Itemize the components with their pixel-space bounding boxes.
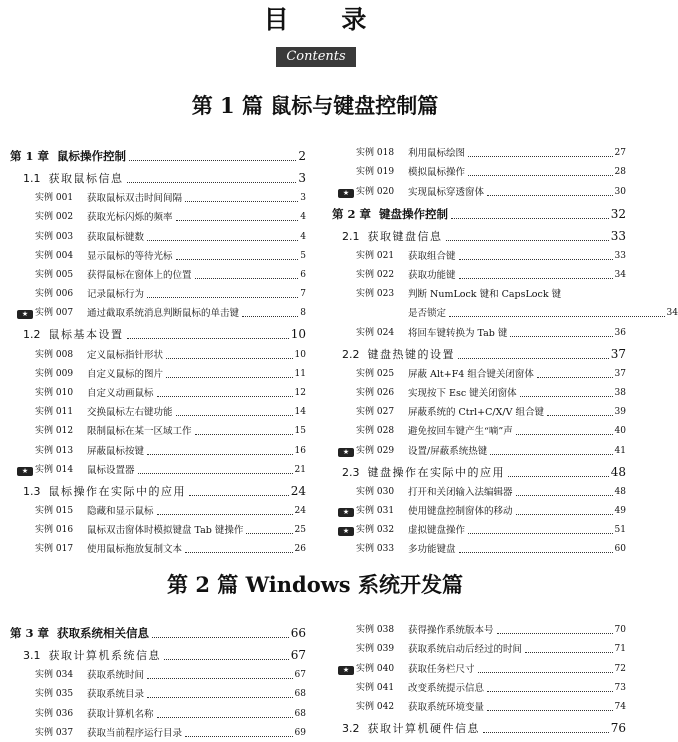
toc-page-number: 4 [300,231,306,242]
dot-leader [152,637,289,638]
toc-label: 实例 028 [356,426,395,437]
toc-title: 获取系统环境变量 [408,701,485,713]
toc-title: 模拟鼠标操作 [408,167,466,179]
toc-item [35,543,306,556]
toc-page-number: 39 [614,407,626,418]
toc-section [23,483,306,499]
toc-label: 实例 037 [35,727,74,738]
toc-title: 获取系统启动后经过的时间 [408,644,523,656]
toc-title: 实现按下 Esc 键关闭窗体 [408,387,517,399]
toc-title: 获取当前程序运行目录 [87,727,183,739]
toc-title: 是否锁定 [408,308,447,320]
toc-label: 实例 002 [35,212,74,223]
toc-page-number: 5 [300,250,306,261]
toc-section [342,464,626,480]
toc-title: 限制鼠标在某一区域工作 [87,426,192,438]
contents-badge: Contents [276,47,356,67]
toc-page-number: 51 [614,525,626,536]
toc-item [35,505,306,518]
star-badge-icon: ★ [338,508,354,517]
dot-leader [166,377,293,378]
dot-leader [487,195,613,196]
dot-leader [497,633,613,634]
toc-page-number: 37 [610,346,626,361]
toc-title: 虚拟键盘操作 [408,525,466,537]
toc-label: 实例 026 [356,387,395,398]
toc-title: 利用鼠标绘图 [408,148,466,160]
toc-title: 获取键盘信息 [367,229,443,243]
toc-page-number: 70 [614,625,626,636]
toc-page-number: 41 [614,445,626,456]
dot-leader [537,377,613,378]
toc-item [35,707,306,720]
dot-leader [468,156,613,157]
toc-item [21,464,306,477]
dot-leader [483,732,609,733]
toc-label: 实例 021 [356,250,395,261]
dot-leader [147,454,293,455]
toc-chapter [10,147,306,164]
star-badge-icon: ★ [338,189,354,198]
toc-label: 实例 016 [35,525,74,536]
dot-leader [185,552,293,553]
toc-item [356,406,626,419]
toc-title: 使用键盘控制窗体的移动 [408,505,513,517]
dot-leader [138,473,293,474]
part2-left-column [10,624,306,742]
toc-title: 记录鼠标行为 [87,289,145,301]
toc-label: 3.2 [342,722,360,735]
toc-page-number: 25 [294,525,306,536]
toc-item [342,505,626,518]
toc-item [356,682,626,695]
toc-item [342,662,626,675]
star-badge-icon: ★ [17,310,33,319]
toc-label: 实例 005 [35,269,74,280]
toc-page-number: 66 [290,626,306,640]
toc-section [342,720,626,736]
toc-section [23,647,306,663]
toc-title: 获取鼠标键数 [87,231,145,243]
toc-title: 获取计算机名称 [87,708,154,720]
toc-title: 屏蔽 Alt+F4 组合键关闭窗体 [408,368,534,380]
toc-title: 获取系统目录 [87,689,145,701]
toc-page-number: 27 [614,148,626,159]
toc-page-number: 33 [614,250,626,261]
toc-label: 2.1 [342,229,360,243]
toc-page-number: 30 [614,186,626,197]
toc-page-number: 15 [294,426,306,437]
toc-label: 实例 034 [35,670,74,681]
toc-page-number: 34 [614,269,626,280]
toc-title: 交换鼠标左右键功能 [87,407,173,419]
toc-page-number: 8 [300,308,306,319]
toc-title: 键盘操作控制 [379,206,449,221]
toc-title: 定义鼠标指针形状 [87,349,164,361]
toc-page-number: 26 [294,544,306,555]
toc-item [356,326,626,339]
toc-item [35,406,306,419]
dot-leader [127,182,297,183]
toc-page-number: 67 [290,648,306,662]
toc-item [356,387,626,400]
toc-label: 实例 014 [35,464,74,475]
toc-label: 实例 004 [35,250,74,261]
dot-leader [468,533,613,534]
toc-label: 实例 022 [356,269,395,280]
toc-page-number: 2 [298,149,306,163]
toc-item [356,368,626,381]
toc-page-number: 12 [294,387,306,398]
toc-item [35,250,306,263]
toc-item [356,250,626,263]
dot-leader [459,552,613,553]
toc-item [35,269,306,282]
dot-leader [516,495,613,496]
toc-page-number: 60 [614,544,626,555]
star-badge-icon: ★ [338,527,354,536]
dot-leader [525,652,613,653]
toc-title: 获取计算机系统信息 [48,649,161,662]
toc-page-number: 40 [614,426,626,437]
toc-title: 获取功能键 [408,269,456,281]
toc-label: 实例 033 [356,544,395,555]
toc-title: 隐藏和显示鼠标 [87,505,154,517]
toc-label: 实例 042 [356,701,395,712]
part2-right-column [338,624,626,742]
toc-item [35,348,306,361]
dot-leader [176,415,293,416]
toc-item [356,643,626,656]
toc-page-number: 32 [610,206,626,221]
dot-leader [157,396,293,397]
toc-label: 实例 039 [356,644,395,655]
dot-leader [195,278,299,279]
toc-label: 实例 031 [356,505,395,516]
toc-page-number: 24 [290,483,306,498]
dot-leader [242,316,298,317]
toc-page-number: 3 [298,171,306,185]
toc-page-number: 6 [300,269,306,280]
toc-title: 打开和关闭输入法编辑器 [408,486,513,498]
dot-leader [157,717,293,718]
toc-title: 设置/屏蔽系统热键 [408,445,488,457]
toc-page-number: 11 [294,368,306,379]
toc-page-number: 69 [294,727,306,738]
dot-leader [147,240,298,241]
toc-label: 实例 035 [35,689,74,700]
toc-label: 实例 007 [35,308,74,319]
toc-label: 实例 008 [35,349,74,360]
dot-leader [166,358,293,359]
toc-label: 实例 010 [35,387,74,398]
dot-leader [458,358,609,359]
part1-left-column [10,147,306,557]
toc-page-number: 38 [614,387,626,398]
toc-section [342,228,626,244]
dot-leader [246,533,292,534]
star-badge-icon: ★ [338,448,354,457]
toc-title: 鼠标双击窗体时模拟键盘 Tab 键操作 [87,525,244,537]
toc-item [356,147,626,160]
toc-item [356,543,626,556]
toc-label: 实例 041 [356,682,395,693]
toc-title: 显示鼠标的等待光标 [87,250,173,262]
toc-section [23,326,306,342]
toc-label: 第 1 章 [10,149,50,163]
dot-leader [487,710,613,711]
toc-item [356,425,626,438]
toc-item [35,444,306,457]
toc-label: 实例 025 [356,368,395,379]
toc-title: 获取组合键 [408,250,456,262]
toc-page-number: 36 [614,327,626,338]
toc-label: 实例 015 [35,505,74,516]
toc-page-number: 71 [614,644,626,655]
dot-leader [157,514,293,515]
toc-page-number: 73 [614,682,626,693]
toc-title: 获取鼠标信息 [48,172,124,185]
dot-leader [176,259,299,260]
toc-page-number: 3 [300,193,306,204]
star-badge-icon: ★ [17,467,33,476]
dot-leader [478,672,613,673]
dot-leader [147,678,293,679]
dot-leader [185,201,298,202]
part1-right-column [332,147,678,557]
toc-item [342,524,626,537]
toc-label: 实例 009 [35,368,74,379]
toc-label: 实例 027 [356,407,395,418]
toc-title: 实现鼠标穿透窗体 [408,186,485,198]
toc-page-number: 28 [614,167,626,178]
toc-title: 获取系统时间 [87,670,145,682]
toc-item [342,185,626,198]
toc-item [35,524,306,537]
toc-title: 获取系统相关信息 [57,626,150,640]
toc-item [35,425,306,438]
toc-label: 实例 011 [35,407,74,418]
dot-leader [164,659,289,660]
toc-title: 获取鼠标双击时间间隔 [87,193,183,205]
toc-label: 实例 019 [356,167,395,178]
toc-page-number: 10 [290,327,306,342]
toc-label: 实例 030 [356,486,395,497]
toc-title: 判断 NumLock 键和 CapsLock 键 [408,289,562,301]
toc-page-number: 37 [614,368,626,379]
toc-page-number: 67 [294,670,306,681]
dot-leader [185,736,293,737]
toc-page-number: 68 [294,708,306,719]
toc-label: 实例 036 [35,708,74,719]
dot-leader [127,338,289,339]
toc-label: 实例 040 [356,663,395,674]
toc-title: 键盘热键的设置 [367,347,455,361]
toc-page-number: 72 [614,663,626,674]
dot-leader [195,434,293,435]
part-heading-1: 第 1 篇 鼠标与键盘控制篇 [191,93,439,118]
toc-label: 实例 012 [35,426,74,437]
toc-page-number: 14 [294,407,306,418]
dot-leader [520,396,613,397]
page-title: 目 录 [263,5,389,34]
toc-page-number: 7 [300,289,306,300]
toc-item [35,387,306,400]
toc-page-number: 48 [610,464,626,479]
toc-item [356,701,626,714]
toc-item [35,669,306,682]
toc-label: 实例 003 [35,231,74,242]
toc-title: 自定义鼠标的图片 [87,368,164,380]
toc-chapter [10,624,306,641]
toc-label: 第 3 章 [10,626,50,640]
toc-title: 鼠标设置器 [87,464,135,476]
dot-leader [490,454,612,455]
toc-item [356,269,626,282]
toc-label: 第 2 章 [332,206,372,221]
toc-item [356,166,626,179]
dot-leader [516,434,613,435]
toc-title: 屏蔽系统的 Ctrl+C/X/V 组合键 [408,407,544,419]
toc-item [342,444,626,457]
star-badge-icon: ★ [338,666,354,675]
toc-page-number: 34 [666,308,678,319]
toc-page-number: 4 [300,212,306,223]
toc-title: 避免按回车键产生“嘀”声 [408,426,513,438]
toc-label: 1.3 [23,484,41,498]
toc-item [35,211,306,224]
dot-leader [487,691,613,692]
toc-item [35,368,306,381]
toc-label: 实例 029 [356,445,395,456]
toc-label: 实例 013 [35,445,74,456]
toc-page-number: 68 [294,689,306,700]
toc-item [35,230,306,243]
toc-label: 实例 017 [35,544,74,555]
dot-leader [510,336,612,337]
toc-page-number: 74 [614,701,626,712]
toc-title: 获取光标闪烁的频率 [87,212,173,224]
dot-leader [516,514,613,515]
toc-item [356,307,678,320]
dot-leader [468,175,613,176]
toc-label: 实例 024 [356,327,395,338]
toc-item [35,688,306,701]
toc-section [342,346,626,362]
toc-label: 实例 023 [356,289,395,300]
toc-title: 鼠标操作在实际中的应用 [48,484,186,498]
dot-leader [459,278,613,279]
toc-label: 实例 006 [35,289,74,300]
toc-title: 获取计算机硬件信息 [367,722,480,735]
dot-leader [129,160,296,161]
toc-page-number: 33 [610,228,626,243]
toc-item [35,288,306,301]
dot-leader [449,316,665,317]
toc-item [356,486,626,499]
toc-page-number: 21 [294,464,306,475]
toc-label: 3.1 [23,649,41,662]
toc-page-number: 10 [294,349,306,360]
dot-leader [446,240,609,241]
dot-leader [176,220,299,221]
toc-title: 鼠标基本设置 [48,328,124,342]
part-heading-2: 第 2 篇 Windows 系统开发篇 [167,572,463,597]
toc-title: 将回车键转换为 Tab 键 [408,327,508,339]
toc-page-number: 49 [614,505,626,516]
toc-label: 2.3 [342,465,360,479]
toc-title: 自定义动画鼠标 [87,387,154,399]
toc-label: 实例 001 [35,193,74,204]
toc-title: 通过截取系统消息判断鼠标的单击键 [87,308,240,320]
toc-page-number: 76 [610,721,626,735]
toc-item [356,288,626,301]
toc-item [21,307,306,320]
toc-title: 改变系统提示信息 [408,682,485,694]
dot-leader [459,259,613,260]
toc-chapter [332,205,626,222]
toc-title: 获取任务栏尺寸 [408,663,475,675]
toc-title: 鼠标操作控制 [57,149,127,163]
toc-item [35,192,306,205]
toc-title: 获得鼠标在窗体上的位置 [87,269,192,281]
dot-leader [451,218,609,219]
toc-title: 获得操作系统版本号 [408,625,494,637]
toc-label: 1.1 [23,172,41,185]
toc-title: 多功能键盘 [408,544,456,556]
toc-item [35,727,306,740]
toc-page-number: 16 [294,445,306,456]
toc-page-number: 48 [614,486,626,497]
toc-label: 实例 020 [356,186,395,197]
toc-title: 屏蔽鼠标按键 [87,445,145,457]
toc-title: 键盘操作在实际中的应用 [367,465,505,479]
toc-label: 实例 032 [356,525,395,536]
dot-leader [189,495,289,496]
toc-label: 1.2 [23,328,41,342]
toc-page-number: 24 [294,505,306,516]
toc-label: 实例 038 [356,625,395,636]
dot-leader [508,476,609,477]
dot-leader [147,297,298,298]
dot-leader [547,415,613,416]
toc-section [23,170,306,186]
dot-leader [147,697,293,698]
toc-label: 2.2 [342,347,360,361]
toc-title: 使用鼠标拖放复制文本 [87,544,183,556]
toc-item [356,624,626,637]
toc-label: 实例 018 [356,148,395,159]
